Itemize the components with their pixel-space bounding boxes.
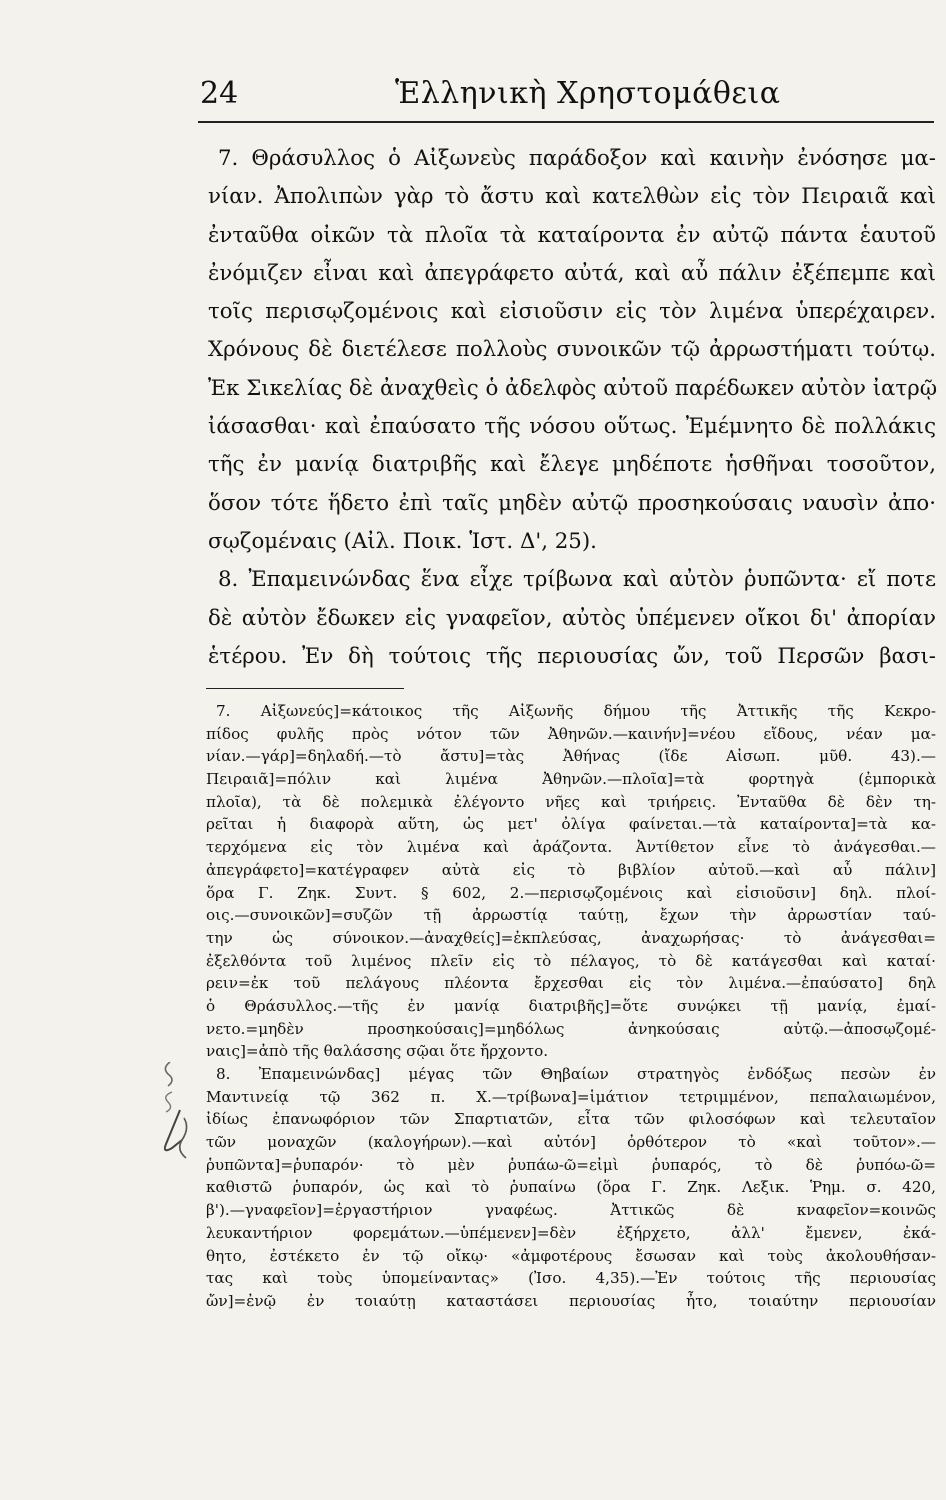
text-line: 7. Θράσυλλος ὁ Αἰξωνεὺς παράδοξον καὶ καινὴν ἐνόσησε μα- (218, 146, 936, 171)
footnote-line: νίαν.—γάρ]=δηλαδή.—τὸ ἄστυ]=τὰς Ἀθήνας (ἴδε Αἰσωπ. μῦθ. 43).— (206, 747, 936, 766)
footnote-line: ὅρα Γ. Ζηκ. Συντ. § 602, 2.—περισῳζομένοις καὶ εἰσιοῦσιν] δηλ. πλοί- (206, 883, 936, 902)
footnote-line: ἐξελθόντα τοῦ λιμένος πλεῖν εἰς τὸ πέλαγος, τὸ δὲ κατάγεσθαι καὶ καταί· (206, 951, 936, 970)
text-line: Ἐκ Σικελίας δὲ ἀναχθεὶς ὁ ἀδελφὸς αὐτοῦ παρέδωκεν αὐτὸν ἰατρῷ (208, 375, 938, 401)
footnote-line: ὤν]=ἐνῷ ἐν τοιαύτῃ καταστάσει περιουσίας ἦτο, τοιαύτην περιουσίαν (206, 1291, 936, 1310)
text-line: ἰάσασθαι· καὶ ἐπαύσατο τῆς νόσου οὕτως. Ἐμέμνητο δὲ πολλάκις (208, 414, 936, 440)
footnote-line: ὁ Θράσυλλος.—τῆς ἐν μανίᾳ διατριβῆς]=ὅτε συνῴκει τῇ μανίᾳ, ἐμαί- (206, 996, 936, 1015)
text-line: νίαν. Ἀπολιπὼν γὰρ τὸ ἄστυ καὶ κατελθὼν εἰς τὸν Πειραιᾶ καὶ (208, 184, 936, 210)
footnote-line: ρεῖται ἡ διαφορὰ αὕτη, ὡς μετ' ὀλίγα φαίνεται.—τὰ καταίροντα]=τὰ κα- (206, 815, 936, 834)
text-line: ἐνταῦθα οἰκῶν τὰ πλοῖα τὰ καταίροντα ἐν αὐτῷ πάντα ἑαυτοῦ (208, 222, 936, 248)
footnote-line: Μαντινείᾳ τῷ 362 π. Χ.—τρίβωνα]=ἱμάτιον τετριμμένον, πεπαλαιωμένον, (206, 1087, 936, 1106)
text-line: σῳζομέναις (Αἰλ. Ποικ. Ἱστ. Δ', 25). (208, 528, 597, 554)
footnote-line: τῶν μοναχῶν (καλογήρων).—καὶ αὐτόν] ὀρθότερον τὸ «καὶ τοῦτον».— (206, 1133, 936, 1152)
footnote-line: ἀπεγράφετο]=κατέγραφεν αὐτὰ εἰς τὸ βιβλίον αὐτοῦ.—καὶ αὖ πάλιν] (206, 860, 936, 879)
footnote-line: ρειν=ἐκ τοῦ πελάγους πλέοντα ἔρχεσθαι εἰς τὸν λιμένα.—ἐπαύσατο] δηλ (206, 974, 936, 993)
page-header (200, 74, 936, 118)
header-rule (198, 121, 934, 123)
text-line: τοῖς περισῳζομένοις καὶ εἰσιοῦσιν εἰς τὸν λιμένα ὑπερέχαιρεν. (208, 299, 936, 325)
main-text (208, 140, 936, 676)
footnote-line: ῥυπῶντα]=ῥυπαρόν· τὸ μὲν ῥυπάω-ῶ=εἰμὶ ῥυπαρός, τὸ δὲ ῥυπόω-ῶ= (206, 1155, 936, 1174)
footnote-line: Πειραιᾶ]=πόλιν καὶ λιμένα Ἀθηνῶν.—πλοῖα]=τὰ φορτηγὰ (ἐμπορικὰ (206, 770, 936, 789)
footnote-line: τερχόμενα εἰς τὸν λιμένα καὶ ἀράζοντα. Ἀντίθετον εἶνε τὸ ἀνάγεσθαι.— (206, 838, 936, 857)
footnote-line: τας καὶ τοὺς ὑπομείναντας» (Ἰσο. 4,35).—Ἐν τούτοις τῆς περιουσίας (206, 1269, 936, 1288)
footnote-line: πλοῖα), τὰ δὲ πολεμικὰ ἐλέγοντο νῆες καὶ τριήρεις. Ἐνταῦθα δὲ δὲν τη- (206, 792, 936, 811)
text-line: δὲ αὐτὸν ἔδωκεν εἰς γναφεῖον, αὐτὸς ὑπέμενεν οἴκοι δι' ἀπορίαν (208, 605, 936, 631)
page-number: 24 (200, 76, 239, 111)
footnote-line: ἰδίως ἐπανωφόριον τῶν Σπαρτιατῶν, εἶτα τῶν φιλοσόφων καὶ τελευταῖον (206, 1110, 936, 1129)
text-line: ἐνόμιζεν εἶναι καὶ ἀπεγράφετο αὐτά, καὶ αὖ πάλιν ἐξέπεμπε καὶ (208, 260, 936, 286)
text-line: ὅσον τότε ἥδετο ἐπὶ ταῖς μηδὲν αὐτῷ προσηκούσαις ναυσὶν ἀπο· (208, 490, 936, 516)
footnote-line: οις.—συνοικῶν]=συζῶν τῇ ἀρρωστίᾳ ταύτῃ, ἔχων τὴν ἀρρωστίαν ταύ- (206, 906, 936, 925)
handwritten-margin-marks (150, 1062, 202, 1172)
footnote-line: 8. Ἐπαμεινώνδας] μέγας τῶν Θηβαίων στρατηγὸς ἐνδόξως πεσὼν ἐν (216, 1065, 936, 1083)
text-line: Χρόνους δὲ διετέλεσε πολλοὺς συνοικῶν τῷ ἀρρωστήματι τούτῳ. (208, 337, 936, 363)
footnote-line: πίδος φυλῆς πρὸς νότον τῶν Ἀθηνῶν.—καινήν]=νέου εἴδους, νέαν μα- (206, 724, 936, 743)
footnote-rule (206, 688, 404, 689)
footnote-line: νετο.=μηδὲν προσηκούσαις]=μηδόλως ἀνηκούσαις αὐτῷ.—ἀποσῳζομέ- (206, 1019, 936, 1038)
text-line: 8. Ἐπαμεινώνδας ἕνα εἶχε τρίβωνα καὶ αὐτὸν ῥυπῶντα· εἴ ποτε (218, 567, 936, 593)
pencil-annotation-icon (150, 1062, 202, 1172)
footnote-line: ναις]=ἀπὸ τῆς θαλάσσης σῷαι ὅτε ἤρχοντο. (206, 1042, 549, 1061)
footnote-line: β').—γναφεῖον]=ἐργαστήριον γναφέως. Ἀττικῶς δὲ κναφεῖον=κοινῶς (206, 1201, 936, 1220)
text-line: ἑτέρου. Ἐν δὴ τούτοις τῆς περιουσίας ὤν, τοῦ Περσῶν βασι- (208, 643, 936, 669)
footnote-line: την ὡς σύνοικον.—ἀναχθείς]=ἐκπλεύσας, ἀναχωρήσας· τὸ ἀνάγεσθαι= (206, 928, 936, 947)
running-title: Ἑλληνικὴ Χρηστομάθεια (395, 76, 781, 111)
footnote-line: 7. Αἰξωνεύς]=κάτοικος τῆς Αἰξωνῆς δήμου τῆς Ἀττικῆς τῆς Κεκρο- (216, 702, 936, 720)
text-line: τῆς ἐν μανίᾳ διατριβῆς καὶ ἔλεγε μηδέποτε ἡσθῆναι τοσοῦτον, (208, 452, 936, 478)
footnotes (206, 700, 936, 1313)
footnote-line: λευκαντήριον φορεμάτων.—ὑπέμενεν]=δὲν ἐξήρχετο, ἀλλ' ἔμενεν, ἐκά- (206, 1223, 936, 1242)
footnote-line: καθιστῶ ῥυπαρόν, ὡς καὶ τὸ ῥυπαίνω (ὅρα Γ. Ζηκ. Λεξικ. Ῥημ. σ. 420, (206, 1178, 936, 1197)
footnote-line: θητο, ἐστέκετο ἐν τῷ οἴκῳ· «ἀμφοτέρους ἔσωσαν καὶ τοὺς ἀκολουθήσαν- (206, 1246, 936, 1265)
